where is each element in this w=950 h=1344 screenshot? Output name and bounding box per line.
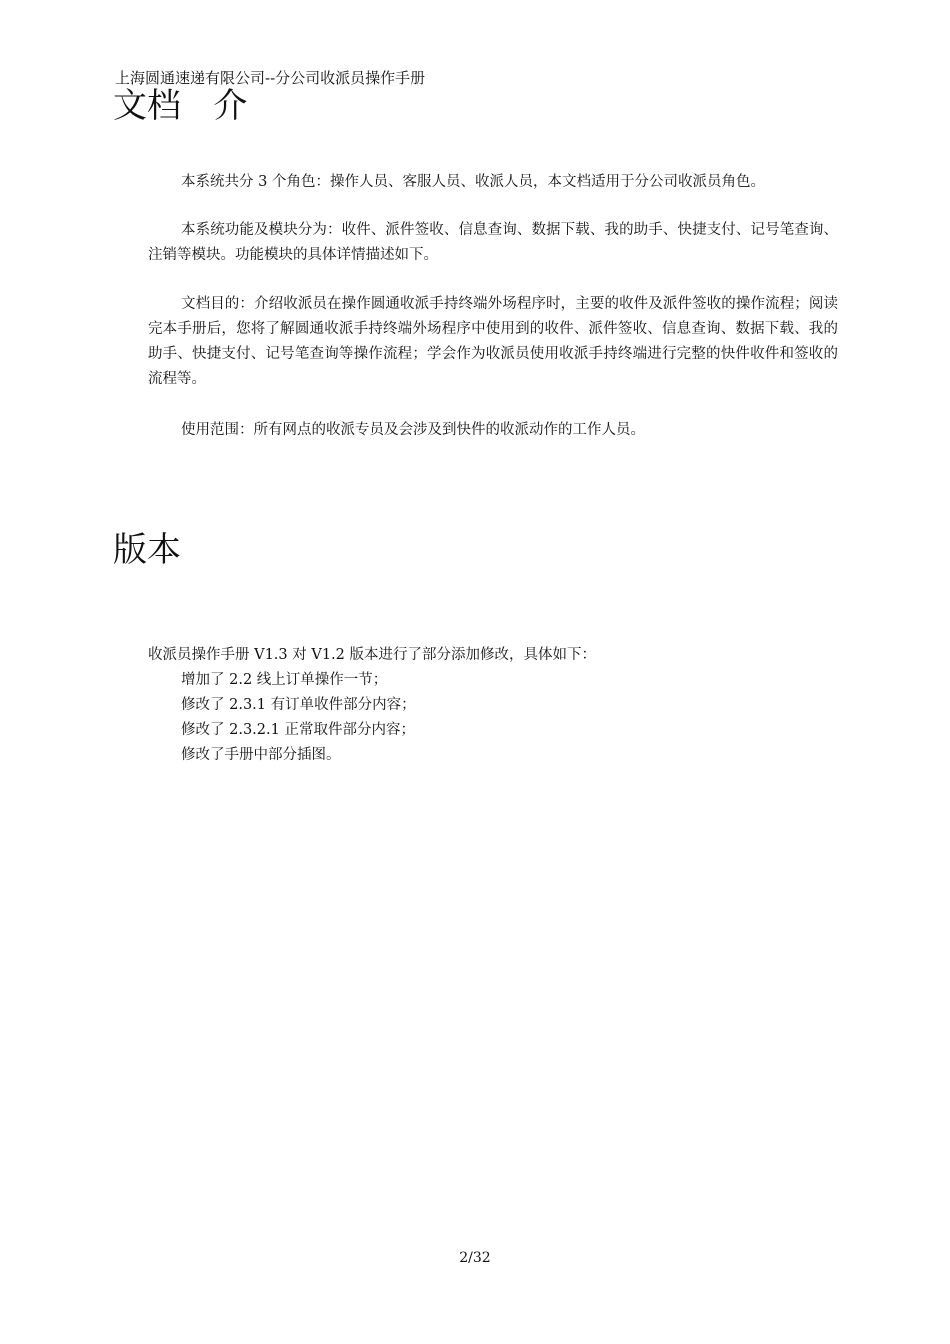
paragraph-text: 本系统功能及模块分为：收件、派件签收、信息查询、数据下载、我的助手、快捷支付、记号笔查询、注销等模块。功能模块的具体详情描述如下。	[148, 222, 838, 263]
intro-paragraph-roles	[148, 170, 838, 195]
intro-paragraph-purpose	[148, 292, 838, 392]
section-title-intro: 文档 介	[113, 86, 248, 126]
intro-paragraph-scope	[148, 418, 838, 443]
intro-paragraph-modules	[148, 218, 838, 268]
section-title-version: 版本	[113, 530, 181, 570]
list-item: 修改了手册中部分插图。	[181, 747, 341, 763]
list-item: 修改了 2.3.1 有订单收件部分内容；	[181, 697, 416, 713]
list-item: 增加了 2.2 线上订单操作一节；	[181, 672, 388, 688]
paragraph-text: 文档目的：介绍收派员在操作圆通收派手持终端外场程序时，主要的收件及派件签收的操作流程；阅读完本手册后，您将了解圆通收派手持终端外场程序中使用到的收件、派件签收、信息查询、数据下载、我的助手、快捷支付、记号笔查询等操作流程；学会作为收派员使用收派手持终端进行完整的快件收件和签收的流程等。	[148, 296, 838, 387]
list-item: 修改了 2.3.2.1 正常取件部分内容；	[181, 722, 415, 738]
paragraph-text: 本系统共分 3 个角色：操作人员、客服人员、收派人员，本文档适用于分公司收派员角色。	[181, 174, 765, 190]
version-intro-text: 收派员操作手册 V1.3 对 V1.2 版本进行了部分添加修改，具体如下：	[148, 647, 596, 663]
version-change-list	[181, 668, 416, 768]
paragraph-text: 使用范围：所有网点的收派专员及会涉及到快件的收派动作的工作人员。	[181, 422, 645, 438]
page-header: 上海圆通速递有限公司--分公司收派员操作手册	[115, 69, 426, 87]
page-number: 2/32	[459, 1250, 491, 1266]
